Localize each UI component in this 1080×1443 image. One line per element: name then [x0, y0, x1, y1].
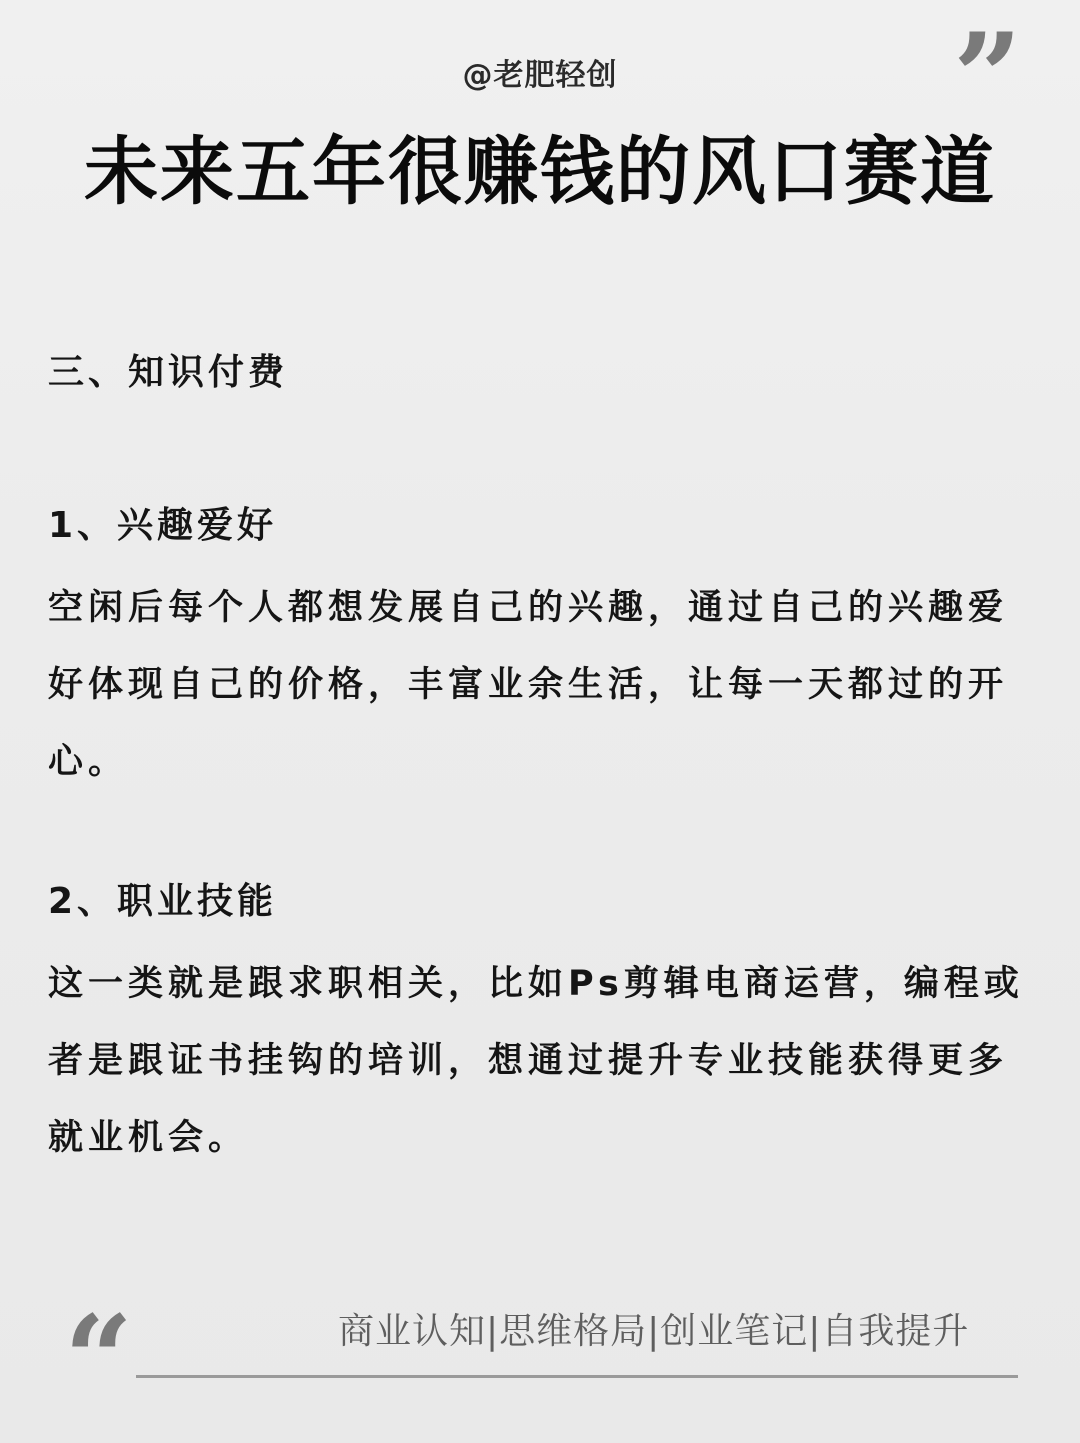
- section-heading: 三、知识付费: [48, 352, 289, 393]
- item-body: 空闲后每个人都想发展自己的兴趣，通过自己的兴趣爱好体现自己的价格，丰富业余生活，让每一天都过的开心。: [48, 588, 1009, 782]
- page-title: 未来五年很赚钱的风口赛道: [84, 129, 996, 215]
- item-heading: 2、职业技能: [48, 881, 278, 922]
- list-item: [48, 872, 1038, 1177]
- footer-tags: 商业认知|思维格局|创业笔记|自我提升: [338, 1311, 970, 1352]
- author-handle: @老肥轻创: [462, 58, 618, 93]
- closing-quote-icon: ”: [952, 18, 1022, 98]
- opening-quote-icon: “: [64, 1300, 134, 1380]
- item-heading: 1、兴趣爱好: [48, 505, 278, 546]
- item-body: 这一类就是跟求职相关，比如Ps剪辑电商运营，编程或者是跟证书挂钩的培训，想通过提升专业技能获得更多就业机会。: [48, 964, 1024, 1158]
- footer-divider: [136, 1375, 1018, 1378]
- list-item: [48, 496, 1038, 801]
